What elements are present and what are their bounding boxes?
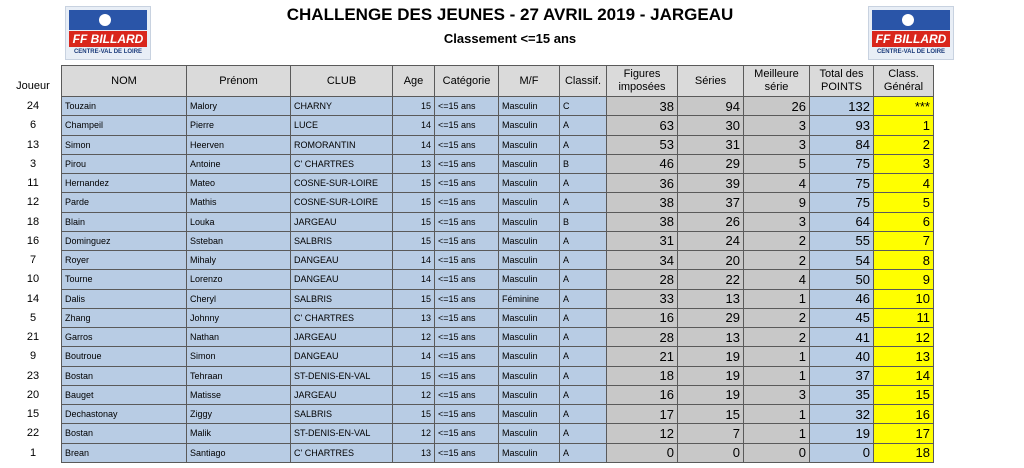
cell-club: DANGEAU [291, 251, 393, 270]
cell-prenom: Mateo [187, 174, 291, 193]
cell-age: 13 [393, 308, 435, 327]
table-row [62, 154, 934, 173]
cell-mf: Masculin [499, 385, 560, 404]
header-meilleure: Meilleure série [744, 66, 810, 97]
cell-figures: 38 [607, 212, 678, 231]
cell-meilleure: 2 [744, 251, 810, 270]
cell-classif: A [560, 174, 607, 193]
cell-meilleure: 1 [744, 405, 810, 424]
logo-subtext: CENTRE-VAL DE LOIRE [73, 49, 143, 55]
cell-figures: 34 [607, 251, 678, 270]
joueur-column [8, 97, 58, 463]
cell-figures: 28 [607, 270, 678, 289]
cell-classif: A [560, 328, 607, 347]
cell-nom: Tourne [62, 270, 187, 289]
cell-mf: Masculin [499, 97, 560, 116]
cell-age: 15 [393, 97, 435, 116]
cell-total: 55 [810, 231, 874, 250]
cell-prenom: Simon [187, 347, 291, 366]
cell-club: ROMORANTIN [291, 135, 393, 154]
header-age: Age [393, 66, 435, 97]
table-row [62, 116, 934, 135]
cell-total: 41 [810, 328, 874, 347]
table-row [62, 443, 934, 462]
cell-total: 0 [810, 443, 874, 462]
cell-figures: 12 [607, 424, 678, 443]
joueur-number: 5 [29, 311, 37, 324]
cell-categorie: <=15 ans [435, 251, 499, 270]
joueur-number: 1 [29, 446, 37, 459]
cell-classement: 4 [874, 174, 934, 193]
cell-series: 30 [678, 116, 744, 135]
joueur-number: 14 [26, 292, 40, 305]
cell-nom: Bauget [62, 385, 187, 404]
joueur-number: 12 [26, 196, 40, 209]
cell-mf: Masculin [499, 251, 560, 270]
table-row [62, 251, 934, 270]
cell-total: 37 [810, 366, 874, 385]
cell-meilleure: 1 [744, 347, 810, 366]
cell-classif: A [560, 289, 607, 308]
cell-meilleure: 3 [744, 385, 810, 404]
cell-total: 19 [810, 424, 874, 443]
logo-text: FF BILLARD [69, 31, 147, 47]
cell-figures: 63 [607, 116, 678, 135]
joueur-header: Joueur [16, 80, 50, 92]
cell-figures: 16 [607, 385, 678, 404]
cell-club: JARGEAU [291, 328, 393, 347]
cell-prenom: Ssteban [187, 231, 291, 250]
cell-classement: 8 [874, 251, 934, 270]
joueur-number: 6 [29, 119, 37, 132]
cell-figures: 0 [607, 443, 678, 462]
cell-categorie: <=15 ans [435, 116, 499, 135]
cell-meilleure: 3 [744, 116, 810, 135]
cell-figures: 16 [607, 308, 678, 327]
cell-mf: Masculin [499, 116, 560, 135]
cell-mf: Masculin [499, 366, 560, 385]
table-row [62, 193, 934, 212]
cell-figures: 31 [607, 231, 678, 250]
cell-meilleure: 3 [744, 135, 810, 154]
cell-classif: A [560, 251, 607, 270]
cell-age: 13 [393, 443, 435, 462]
cell-club: C' CHARTRES [291, 443, 393, 462]
cell-categorie: <=15 ans [435, 270, 499, 289]
header-total: Total des POINTS [810, 66, 874, 97]
header-mf: M/F [499, 66, 560, 97]
cell-mf: Masculin [499, 347, 560, 366]
cell-club: COSNE-SUR-LOIRE [291, 174, 393, 193]
cell-classement: *** [874, 97, 934, 116]
cell-series: 39 [678, 174, 744, 193]
cell-age: 12 [393, 385, 435, 404]
table-row [62, 405, 934, 424]
cell-series: 15 [678, 405, 744, 424]
joueur-number: 20 [26, 388, 40, 401]
cell-figures: 36 [607, 174, 678, 193]
cell-series: 19 [678, 385, 744, 404]
cell-club: C' CHARTRES [291, 154, 393, 173]
cell-age: 14 [393, 116, 435, 135]
table-row [62, 97, 934, 116]
cell-club: JARGEAU [291, 212, 393, 231]
header-series: Séries [678, 66, 744, 97]
cell-classif: B [560, 212, 607, 231]
cell-mf: Masculin [499, 193, 560, 212]
cell-mf: Masculin [499, 405, 560, 424]
cell-classif: A [560, 424, 607, 443]
cell-meilleure: 2 [744, 231, 810, 250]
cell-age: 15 [393, 212, 435, 231]
cell-categorie: <=15 ans [435, 174, 499, 193]
cell-classement: 5 [874, 193, 934, 212]
cell-series: 29 [678, 154, 744, 173]
cell-classement: 11 [874, 308, 934, 327]
cell-total: 75 [810, 154, 874, 173]
cell-categorie: <=15 ans [435, 385, 499, 404]
cell-nom: Boutroue [62, 347, 187, 366]
cell-figures: 46 [607, 154, 678, 173]
cell-prenom: Pierre [187, 116, 291, 135]
cell-classif: A [560, 193, 607, 212]
cell-classif: A [560, 116, 607, 135]
cell-figures: 17 [607, 405, 678, 424]
table-row [62, 174, 934, 193]
cell-prenom: Mihaly [187, 251, 291, 270]
joueur-number: 3 [29, 157, 37, 170]
cell-series: 31 [678, 135, 744, 154]
cell-mf: Masculin [499, 328, 560, 347]
cell-meilleure: 4 [744, 174, 810, 193]
cell-total: 75 [810, 193, 874, 212]
cell-age: 13 [393, 154, 435, 173]
cell-total: 40 [810, 347, 874, 366]
cell-meilleure: 1 [744, 289, 810, 308]
cell-age: 15 [393, 289, 435, 308]
joueur-number: 22 [26, 427, 40, 440]
cell-total: 75 [810, 174, 874, 193]
page-title: CHALLENGE DES JEUNES - 27 AVRIL 2019 - JARGEAU [286, 5, 734, 24]
cell-classement: 10 [874, 289, 934, 308]
cell-nom: Dalis [62, 289, 187, 308]
cell-meilleure: 2 [744, 328, 810, 347]
cell-mf: Masculin [499, 174, 560, 193]
cell-categorie: <=15 ans [435, 308, 499, 327]
cell-classement: 1 [874, 116, 934, 135]
cell-total: 93 [810, 116, 874, 135]
cell-series: 29 [678, 308, 744, 327]
cell-classif: A [560, 231, 607, 250]
table-row [62, 347, 934, 366]
cell-age: 15 [393, 231, 435, 250]
cell-meilleure: 9 [744, 193, 810, 212]
cell-classement: 2 [874, 135, 934, 154]
cell-classif: A [560, 347, 607, 366]
cell-prenom: Louka [187, 212, 291, 231]
header-row [62, 66, 934, 97]
cell-categorie: <=15 ans [435, 212, 499, 231]
cell-nom: Hernandez [62, 174, 187, 193]
cell-meilleure: 4 [744, 270, 810, 289]
cell-categorie: <=15 ans [435, 97, 499, 116]
cell-club: DANGEAU [291, 347, 393, 366]
cell-mf: Masculin [499, 270, 560, 289]
cell-meilleure: 5 [744, 154, 810, 173]
cell-classement: 7 [874, 231, 934, 250]
cell-meilleure: 1 [744, 424, 810, 443]
header-figures: Figures imposées [607, 66, 678, 97]
cell-meilleure: 3 [744, 212, 810, 231]
cell-mf: Masculin [499, 308, 560, 327]
cell-categorie: <=15 ans [435, 366, 499, 385]
cell-categorie: <=15 ans [435, 289, 499, 308]
cell-series: 24 [678, 231, 744, 250]
cell-total: 35 [810, 385, 874, 404]
cell-nom: Bostan [62, 424, 187, 443]
joueur-number: 23 [26, 369, 40, 382]
joueur-number: 7 [29, 254, 37, 266]
header-club: CLUB [291, 66, 393, 97]
cell-club: LUCE [291, 116, 393, 135]
cell-prenom: Antoine [187, 154, 291, 173]
cell-figures: 28 [607, 328, 678, 347]
joueur-number: 15 [26, 408, 40, 420]
logo-subtext: CENTRE-VAL DE LOIRE [876, 49, 946, 55]
table-row [62, 308, 934, 327]
cell-prenom: Matisse [187, 385, 291, 404]
cell-classif: A [560, 443, 607, 462]
table-row [62, 424, 934, 443]
cell-age: 14 [393, 270, 435, 289]
joueur-number: 24 [26, 100, 40, 112]
cell-prenom: Heerven [187, 135, 291, 154]
cell-categorie: <=15 ans [435, 154, 499, 173]
cell-nom: Dominguez [62, 231, 187, 250]
cell-age: 12 [393, 328, 435, 347]
cell-series: 19 [678, 347, 744, 366]
cell-age: 12 [393, 424, 435, 443]
cell-club: ST-DENIS-EN-VAL [291, 366, 393, 385]
cell-mf: Masculin [499, 424, 560, 443]
cell-nom: Champeil [62, 116, 187, 135]
cell-nom: Garros [62, 328, 187, 347]
cell-club: SALBRIS [291, 289, 393, 308]
joueur-number: 10 [26, 273, 40, 286]
cell-mf: Masculin [499, 443, 560, 462]
cell-club: DANGEAU [291, 270, 393, 289]
cell-total: 64 [810, 212, 874, 231]
cell-nom: Touzain [62, 97, 187, 116]
cell-total: 45 [810, 308, 874, 327]
cell-classement: 3 [874, 154, 934, 173]
cell-prenom: Malory [187, 97, 291, 116]
cell-prenom: Nathan [187, 328, 291, 347]
cell-classif: B [560, 154, 607, 173]
ff-billard-logo-right [868, 6, 954, 60]
cell-classement: 13 [874, 347, 934, 366]
cell-mf: Masculin [499, 154, 560, 173]
cell-categorie: <=15 ans [435, 424, 499, 443]
cell-series: 26 [678, 212, 744, 231]
table-row [62, 135, 934, 154]
cell-series: 19 [678, 366, 744, 385]
cell-classement: 16 [874, 405, 934, 424]
cell-nom: Royer [62, 251, 187, 270]
cell-prenom: Tehraan [187, 366, 291, 385]
cell-nom: Bostan [62, 366, 187, 385]
cell-total: 132 [810, 97, 874, 116]
cell-nom: Parde [62, 193, 187, 212]
cell-prenom: Malik [187, 424, 291, 443]
table-row [62, 270, 934, 289]
cell-classif: A [560, 366, 607, 385]
table-row [62, 385, 934, 404]
cell-club: JARGEAU [291, 385, 393, 404]
cell-categorie: <=15 ans [435, 347, 499, 366]
billiard-player-icon [872, 10, 950, 30]
page-subtitle: Classement <=15 ans [443, 31, 577, 46]
cell-classement: 9 [874, 270, 934, 289]
cell-mf: Masculin [499, 212, 560, 231]
cell-classement: 6 [874, 212, 934, 231]
cell-series: 20 [678, 251, 744, 270]
cell-club: ST-DENIS-EN-VAL [291, 424, 393, 443]
header-categorie: Catégorie [435, 66, 499, 97]
cell-figures: 38 [607, 97, 678, 116]
cell-nom: Pirou [62, 154, 187, 173]
cell-categorie: <=15 ans [435, 328, 499, 347]
cell-club: CHARNY [291, 97, 393, 116]
cell-series: 0 [678, 443, 744, 462]
cell-club: SALBRIS [291, 231, 393, 250]
table-row [62, 289, 934, 308]
cell-age: 15 [393, 405, 435, 424]
cell-figures: 21 [607, 347, 678, 366]
header-nom: NOM [62, 66, 187, 97]
cell-mf: Masculin [499, 135, 560, 154]
cell-club: SALBRIS [291, 405, 393, 424]
cell-categorie: <=15 ans [435, 443, 499, 462]
cell-series: 13 [678, 328, 744, 347]
cell-classif: A [560, 135, 607, 154]
header-prenom: Prénom [187, 66, 291, 97]
cell-prenom: Santiago [187, 443, 291, 462]
joueur-number: 13 [26, 138, 40, 151]
cell-series: 94 [678, 97, 744, 116]
cell-series: 37 [678, 193, 744, 212]
cell-age: 14 [393, 251, 435, 270]
cell-club: C' CHARTRES [291, 308, 393, 327]
cell-classement: 17 [874, 424, 934, 443]
cell-categorie: <=15 ans [435, 231, 499, 250]
cell-figures: 18 [607, 366, 678, 385]
cell-age: 15 [393, 193, 435, 212]
cell-age: 15 [393, 174, 435, 193]
cell-total: 46 [810, 289, 874, 308]
cell-classif: C [560, 97, 607, 116]
cell-total: 50 [810, 270, 874, 289]
cell-total: 84 [810, 135, 874, 154]
cell-nom: Simon [62, 135, 187, 154]
cell-classement: 15 [874, 385, 934, 404]
cell-club: COSNE-SUR-LOIRE [291, 193, 393, 212]
cell-prenom: Cheryl [187, 289, 291, 308]
cell-classif: A [560, 308, 607, 327]
cell-categorie: <=15 ans [435, 405, 499, 424]
cell-nom: Blain [62, 212, 187, 231]
cell-classif: A [560, 270, 607, 289]
joueur-number: 16 [26, 234, 40, 247]
cell-nom: Zhang [62, 308, 187, 327]
joueur-number: 18 [26, 215, 40, 228]
cell-mf: Féminine [499, 289, 560, 308]
table-row [62, 328, 934, 347]
cell-series: 22 [678, 270, 744, 289]
table-row [62, 231, 934, 250]
joueur-number: 11 [27, 177, 39, 189]
ff-billard-logo-left [65, 6, 151, 60]
cell-classement: 14 [874, 366, 934, 385]
cell-age: 14 [393, 135, 435, 154]
ranking-table [61, 65, 934, 463]
header-classement: Class. Général [874, 66, 934, 97]
cell-prenom: Johnny [187, 308, 291, 327]
cell-classif: A [560, 405, 607, 424]
table-row [62, 366, 934, 385]
cell-figures: 33 [607, 289, 678, 308]
cell-series: 7 [678, 424, 744, 443]
cell-age: 14 [393, 347, 435, 366]
cell-meilleure: 0 [744, 443, 810, 462]
cell-categorie: <=15 ans [435, 135, 499, 154]
header-classif: Classif. [560, 66, 607, 97]
cell-nom: Dechastonay [62, 405, 187, 424]
cell-total: 32 [810, 405, 874, 424]
cell-total: 54 [810, 251, 874, 270]
cell-figures: 38 [607, 193, 678, 212]
cell-series: 13 [678, 289, 744, 308]
cell-age: 15 [393, 366, 435, 385]
cell-prenom: Lorenzo [187, 270, 291, 289]
logo-text: FF BILLARD [872, 31, 950, 47]
cell-classement: 18 [874, 443, 934, 462]
joueur-number: 21 [26, 331, 40, 343]
cell-prenom: Ziggy [187, 405, 291, 424]
cell-prenom: Mathis [187, 193, 291, 212]
cell-figures: 53 [607, 135, 678, 154]
table-row [62, 212, 934, 231]
cell-meilleure: 26 [744, 97, 810, 116]
cell-mf: Masculin [499, 231, 560, 250]
joueur-number: 9 [29, 350, 37, 363]
billiard-player-icon [69, 10, 147, 30]
cell-categorie: <=15 ans [435, 193, 499, 212]
cell-meilleure: 2 [744, 308, 810, 327]
cell-nom: Brean [62, 443, 187, 462]
cell-meilleure: 1 [744, 366, 810, 385]
cell-classement: 12 [874, 328, 934, 347]
cell-classif: A [560, 385, 607, 404]
